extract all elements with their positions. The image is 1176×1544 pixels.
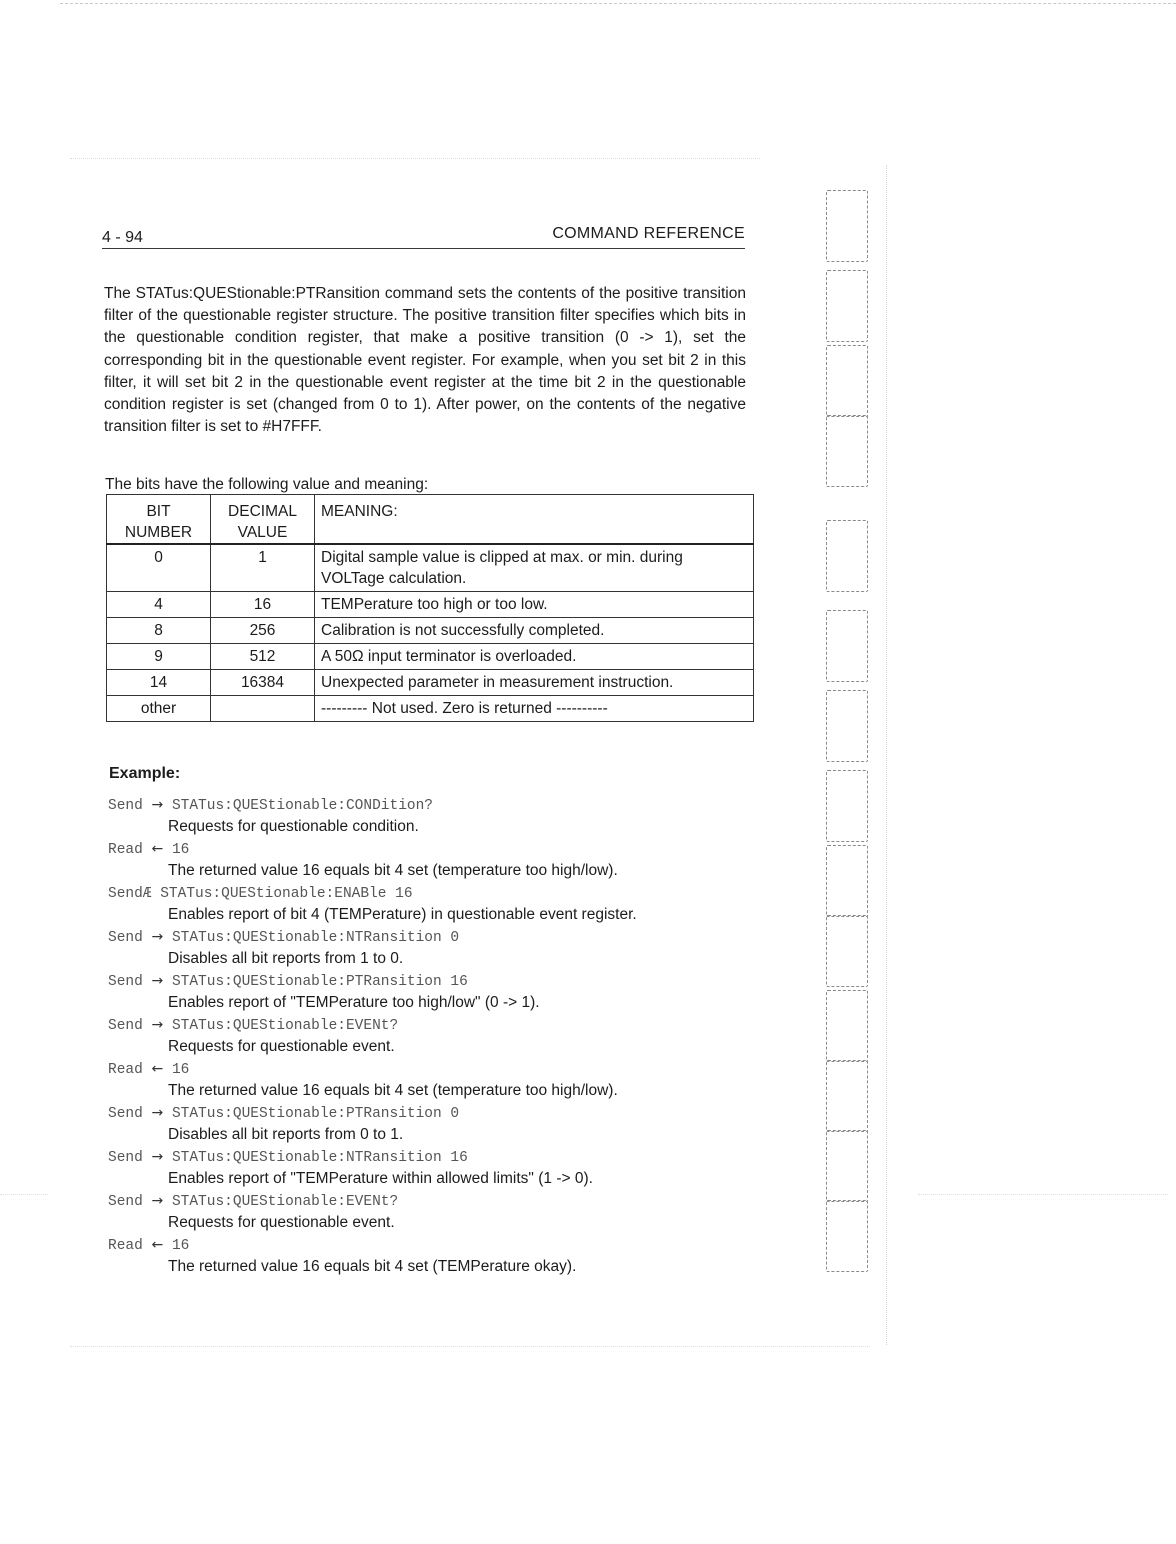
example-verb: Send <box>108 798 143 814</box>
example-command-line <box>108 927 758 948</box>
page-right-edge <box>886 165 887 1345</box>
thumb-tab <box>826 415 868 487</box>
bits-caption: The bits have the following value and meaning: <box>105 476 429 493</box>
scan-faint-dots <box>70 158 760 159</box>
send-arrow-icon: → <box>151 797 164 813</box>
thumb-tab <box>826 345 868 417</box>
cell-value: 16384 <box>211 670 315 696</box>
header-bit-line1: BIT <box>146 503 171 520</box>
thumb-tab <box>826 1060 868 1132</box>
example-command-line <box>108 1103 758 1124</box>
scan-side-dots <box>918 1194 1168 1195</box>
example-command-line <box>108 795 758 816</box>
example-command: STATus:QUEStionable:NTRansition 16 <box>171 1150 468 1166</box>
example-description: Enables report of bit 4 (TEMPerature) in questionable event register. <box>168 906 637 923</box>
cell-meaning: TEMPerature too high or too low. <box>315 592 754 618</box>
cell-meaning: --------- Not used. Zero is returned ---------- <box>315 696 754 722</box>
thumb-tab <box>826 845 868 917</box>
cell-bit: 14 <box>107 670 211 696</box>
cell-value: 256 <box>211 618 315 644</box>
bits-table <box>106 494 754 722</box>
example-description: The returned value 16 equals bit 4 set (temperature too high/low). <box>168 1082 618 1099</box>
cell-value: 1 <box>211 544 315 592</box>
cell-value: 512 <box>211 644 315 670</box>
cell-value: 16 <box>211 592 315 618</box>
example-step <box>108 1059 758 1101</box>
cell-meaning: Unexpected parameter in measurement instruction. <box>315 670 754 696</box>
send-arrow-icon: → <box>151 1105 164 1121</box>
cell-value <box>211 696 315 722</box>
example-step <box>108 1015 758 1057</box>
example-description: The returned value 16 equals bit 4 set (TEMPerature okay). <box>168 1258 577 1275</box>
header-bit-number <box>107 495 211 545</box>
send-arrow-icon: → <box>151 1017 164 1033</box>
cell-bit: 0 <box>107 544 211 592</box>
thumb-tab <box>826 690 868 762</box>
table-row <box>107 644 754 670</box>
example-command-line <box>108 1015 758 1036</box>
example-description: Requests for questionable event. <box>168 1214 395 1231</box>
scan-bottom-dots <box>70 1346 870 1347</box>
example-command-line <box>108 971 758 992</box>
header-meaning: MEANING: <box>315 495 754 545</box>
scan-left-dots <box>0 1194 48 1195</box>
thumb-tab <box>826 520 868 592</box>
header-dec-line1: DECIMAL <box>228 503 297 520</box>
thumb-tab <box>826 770 868 842</box>
example-command: 16 <box>171 842 190 858</box>
thumb-tab <box>826 990 868 1062</box>
read-arrow-icon: ← <box>151 1061 164 1077</box>
example-command-line <box>108 1235 758 1256</box>
scan-top-rule <box>60 3 1176 4</box>
example-command: STATus:QUEStionable:EVENt? <box>171 1194 399 1210</box>
table-row <box>107 592 754 618</box>
thumb-tab <box>826 270 868 342</box>
example-step <box>108 971 758 1013</box>
send-arrow-icon: → <box>151 1193 164 1209</box>
example-step <box>108 795 758 837</box>
example-command: 16 <box>171 1062 190 1078</box>
thumb-tab <box>826 1130 868 1202</box>
table-row <box>107 544 754 592</box>
example-step <box>108 839 758 881</box>
running-title: COMMAND REFERENCE <box>552 225 745 242</box>
example-command: STATus:QUEStionable:CONDition? <box>171 798 433 814</box>
example-step <box>108 1235 758 1277</box>
example-description: Enables report of "TEMPerature within allowed limits" (1 -> 0). <box>168 1170 593 1187</box>
example-description: Requests for questionable condition. <box>168 818 419 835</box>
thumb-tab <box>826 190 868 262</box>
intro-paragraph: The STATus:QUEStionable:PTRansition command sets the contents of the positive transition filter of the questionable register structure. The positive transition filter specifies which bits in the questionable condition register, that make a positive transition (0 -> 1), set the corresponding bit in the questionable event register. For example, when you set bit 2 in this filter, it will set bit 2 in the questionable event register at the time bit 2 in the questionable condition register is set (changed from 0 to 1). After power, on the contents of the negative transition filter is set to #H7FFF. <box>104 285 746 436</box>
example-description: Requests for questionable event. <box>168 1038 395 1055</box>
cell-bit: 8 <box>107 618 211 644</box>
cell-bit: 9 <box>107 644 211 670</box>
send-arrow-icon: → <box>151 1149 164 1165</box>
example-verb: Send <box>108 1106 143 1122</box>
example-description: The returned value 16 equals bit 4 set (temperature too high/low). <box>168 862 618 879</box>
cell-bit: other <box>107 696 211 722</box>
read-arrow-icon: ← <box>151 1237 164 1253</box>
example-verb: Send <box>108 974 143 990</box>
example-command: 16 <box>171 1238 190 1254</box>
example-description: Disables all bit reports from 0 to 1. <box>168 1126 404 1143</box>
header-dec-line2: VALUE <box>237 524 288 541</box>
thumb-tab <box>826 1200 868 1272</box>
example-step <box>108 883 758 925</box>
example-step <box>108 1103 758 1145</box>
table-row <box>107 618 754 644</box>
example-verb: Send <box>108 1194 143 1210</box>
example-command-line <box>108 1059 758 1080</box>
read-arrow-icon: ← <box>151 841 164 857</box>
example-verb: Send <box>108 1150 143 1166</box>
example-command: STATus:QUEStionable:ENABle 16 <box>160 886 413 902</box>
send-arrow-icon: → <box>151 973 164 989</box>
example-heading: Example: <box>109 765 181 782</box>
thumb-tab <box>826 610 868 682</box>
example-description: Enables report of "TEMPerature too high/low" (0 -> 1). <box>168 994 540 1011</box>
example-verb: Read <box>108 1238 143 1254</box>
example-step <box>108 927 758 969</box>
example-verb: Send <box>108 1018 143 1034</box>
example-command-line <box>108 1191 758 1212</box>
example-command-line <box>108 1147 758 1168</box>
example-command: STATus:QUEStionable:PTRansition 0 <box>171 1106 460 1122</box>
example-command-line <box>108 883 758 904</box>
example-verb: Read <box>108 1062 143 1078</box>
table-header-row <box>107 495 754 545</box>
table-row <box>107 670 754 696</box>
example-description: Disables all bit reports from 1 to 0. <box>168 950 404 967</box>
header-bit-line2: NUMBER <box>124 524 193 541</box>
send-arrow-icon: → <box>151 929 164 945</box>
example-verb: SendÆ <box>108 886 152 902</box>
header-decimal-value <box>211 495 315 545</box>
example-command: STATus:QUEStionable:NTRansition 0 <box>171 930 460 946</box>
example-step <box>108 1191 758 1233</box>
thumb-index-tabs <box>826 190 876 1320</box>
thumb-tab <box>826 915 868 987</box>
example-verb: Read <box>108 842 143 858</box>
table-row <box>107 696 754 722</box>
page-header <box>102 224 745 249</box>
example-command: STATus:QUEStionable:PTRansition 16 <box>171 974 468 990</box>
page-number: 4 - 94 <box>102 229 143 246</box>
cell-meaning: Digital sample value is clipped at max. or min. during VOLTage calculation. <box>315 544 754 592</box>
cell-bit: 4 <box>107 592 211 618</box>
cell-meaning: Calibration is not successfully completed. <box>315 618 754 644</box>
example-command: STATus:QUEStionable:EVENt? <box>171 1018 399 1034</box>
cell-meaning: A 50Ω input terminator is overloaded. <box>315 644 754 670</box>
example-verb: Send <box>108 930 143 946</box>
example-command-line <box>108 839 758 860</box>
example-step <box>108 1147 758 1189</box>
